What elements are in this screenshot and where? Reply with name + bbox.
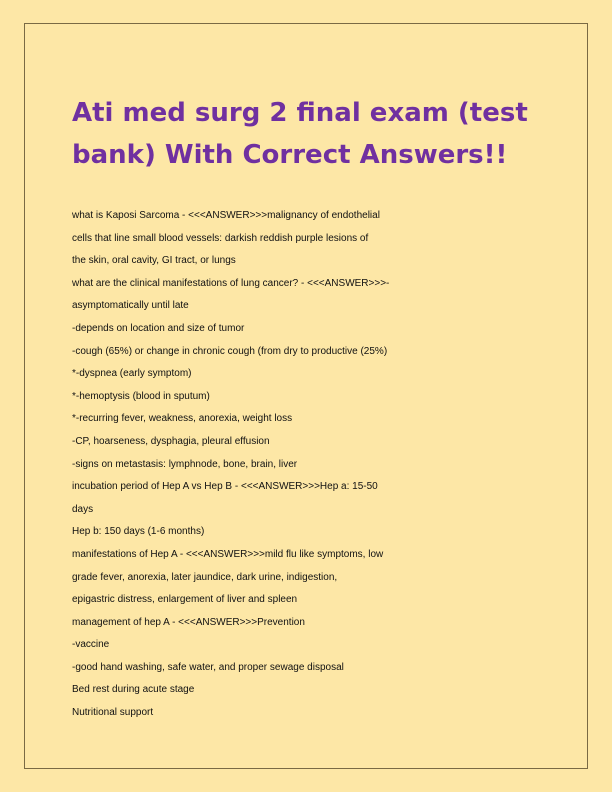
text-line: Bed rest during acute stage xyxy=(72,684,195,696)
text-line: *-recurring fever, weakness, anorexia, weight loss xyxy=(72,413,293,425)
text-line: asymptomatically until late xyxy=(72,300,189,312)
text-line: -cough (65%) or change in chronic cough (from dry to productive (25%) xyxy=(72,345,388,357)
document-body xyxy=(72,205,542,725)
text-line: what is Kaposi Sarcoma - <<<ANSWER>>>malignancy of endothelial xyxy=(72,210,380,221)
document-title: Ati med surg 2 final exam (test bank) With Correct Answers!! xyxy=(72,98,528,170)
text-line: management of hep A - <<<ANSWER>>>Prevention xyxy=(72,616,305,628)
text-line: Hep b: 150 days (1-6 months) xyxy=(72,526,205,538)
text-line: what are the clinical manifestations of lung cancer? - <<<ANSWER>>>- xyxy=(72,277,390,289)
text-line: -vaccine xyxy=(72,639,110,651)
text-line: grade fever, anorexia, later jaundice, dark urine, indigestion, xyxy=(72,571,338,583)
text-line: -depends on location and size of tumor xyxy=(72,322,245,334)
text-line: the skin, oral cavity, GI tract, or lungs xyxy=(72,255,236,267)
text-line: *-hemoptysis (blood in sputum) xyxy=(72,390,210,402)
text-line: -good hand washing, safe water, and proper sewage disposal xyxy=(72,661,344,673)
text-line: manifestations of Hep A - <<<ANSWER>>>mild flu like symptoms, low xyxy=(72,548,384,560)
text-line: incubation period of Hep A vs Hep B - <<<ANSWER>>>Hep a: 15-50 xyxy=(72,481,378,493)
text-line: *-dyspnea (early symptom) xyxy=(72,368,192,380)
text-line: Nutritional support xyxy=(72,707,154,719)
text-line: days xyxy=(72,503,94,515)
text-line: epigastric distress, enlargement of liver and spleen xyxy=(72,594,298,606)
text-line: -signs on metastasis: lymphnode, bone, brain, liver xyxy=(72,458,298,470)
text-line: -CP, hoarseness, dysphagia, pleural effusion xyxy=(72,435,270,447)
text-line: cells that line small blood vessels: darkish reddish purple lesions of xyxy=(72,232,369,244)
